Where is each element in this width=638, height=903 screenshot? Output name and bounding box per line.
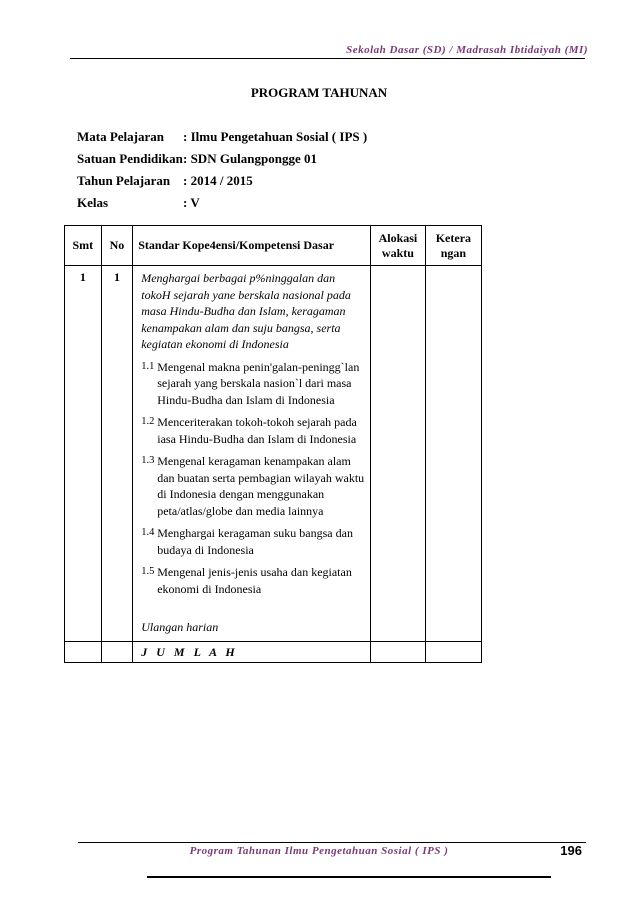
kompetensi-dasar-item <box>141 453 366 519</box>
cell-smt: 1 <box>65 266 102 642</box>
cell-standar <box>133 266 371 642</box>
kompetensi-dasar-item <box>141 525 366 558</box>
cell-keterangan <box>425 642 481 663</box>
kd-text: Menceriterakan tokoh-tokoh sejarah pada iasa Hindu-Budha dan Islam di Indonesia <box>157 415 357 446</box>
cell-alokasi <box>371 266 426 642</box>
table-header-row <box>65 226 482 266</box>
info-row-kelas <box>77 192 367 214</box>
info-value: : Ilmu Pengetahuan Sosial ( IPS ) <box>183 129 368 144</box>
info-row-mata-pelajaran <box>77 126 367 148</box>
header-smt: Smt <box>65 226 102 266</box>
cell-no: 1 <box>101 266 133 642</box>
kd-number: 1.1 <box>141 360 155 372</box>
document-title: PROGRAM TAHUNAN <box>250 85 388 100</box>
kd-number: 1.4 <box>141 527 155 538</box>
cell-keterangan <box>425 266 481 642</box>
info-row-satuan-pendidikan <box>77 148 367 170</box>
kompetensi-dasar-item <box>141 359 366 409</box>
kompetensi-dasar-item <box>141 414 366 447</box>
info-label: Mata Pelajaran <box>77 129 165 144</box>
cell-no <box>101 642 133 663</box>
kd-text: Menghargai keragaman suku bangsa dan budaya di Indonesia <box>157 526 353 557</box>
header-alokasi: Alokasi waktu <box>371 226 426 266</box>
info-value: : SDN Gulangpongge 01 <box>183 151 317 166</box>
footer-title: Program Tahunan Ilmu Pengetahuan Sosial ( IPS ) <box>189 845 449 857</box>
footer-rule <box>78 842 586 843</box>
kd-text: Mengenal jenis-jenis usaha dan kegiatan ekonomi di Indonesia <box>157 565 352 596</box>
running-header: Sekolah Dasar (SD) / Madrasah Ibtidaiyah (MI) <box>346 44 588 56</box>
kompetensi-dasar-item <box>141 564 366 597</box>
jumlah-label: J U M L A H <box>133 642 371 663</box>
table-row <box>65 266 482 642</box>
info-label: Tahun Pelajaran <box>77 173 171 188</box>
cell-smt <box>65 642 102 663</box>
info-label: Satuan Pendidikan <box>77 151 183 166</box>
info-value: : V <box>183 195 200 210</box>
kd-number: 1.5 <box>141 566 155 577</box>
kd-text: Mengenal keragaman kenampakan alam dan buatan serta pembagian wilayah waktu di Indonesia dengan menggunakan peta/atlas/globe dan media lainnya <box>157 454 365 518</box>
header-keterangan: Ketera ngan <box>425 226 481 266</box>
info-block <box>77 126 367 214</box>
page-number: 196 <box>560 843 582 858</box>
bottom-rule <box>147 876 551 878</box>
info-row-tahun-pelajaran <box>77 170 367 192</box>
kd-text: Mengenal makna penin'galan-peningg`lan sejarah yang berskala nasion`l dari masa Hindu-Budha dan Islam di Indonesia <box>157 359 360 407</box>
header-rule <box>70 58 585 59</box>
header-standar: Standar Kope4ensi/Kompetensi Dasar <box>133 226 371 266</box>
ulangan-harian: Ulangan harian <box>141 620 219 634</box>
info-value: : 2014 / 2015 <box>183 173 253 188</box>
cell-alokasi <box>371 642 426 663</box>
kd-number: 1.3 <box>141 455 155 466</box>
jumlah-row <box>65 642 482 663</box>
program-table <box>64 225 482 663</box>
kd-number: 1.2 <box>141 416 155 427</box>
info-label: Kelas <box>77 195 109 210</box>
standar-kompetensi: Menghargai berbagai p%ninggalan dan tokoH sejarah yane berskala nasional pada masa Hindu-Budha dan Islam, keragaman kenampakan alam dan suju bangsa, serta kegiatan ekonomi di Indonesia <box>141 271 351 351</box>
header-no: No <box>101 226 133 266</box>
